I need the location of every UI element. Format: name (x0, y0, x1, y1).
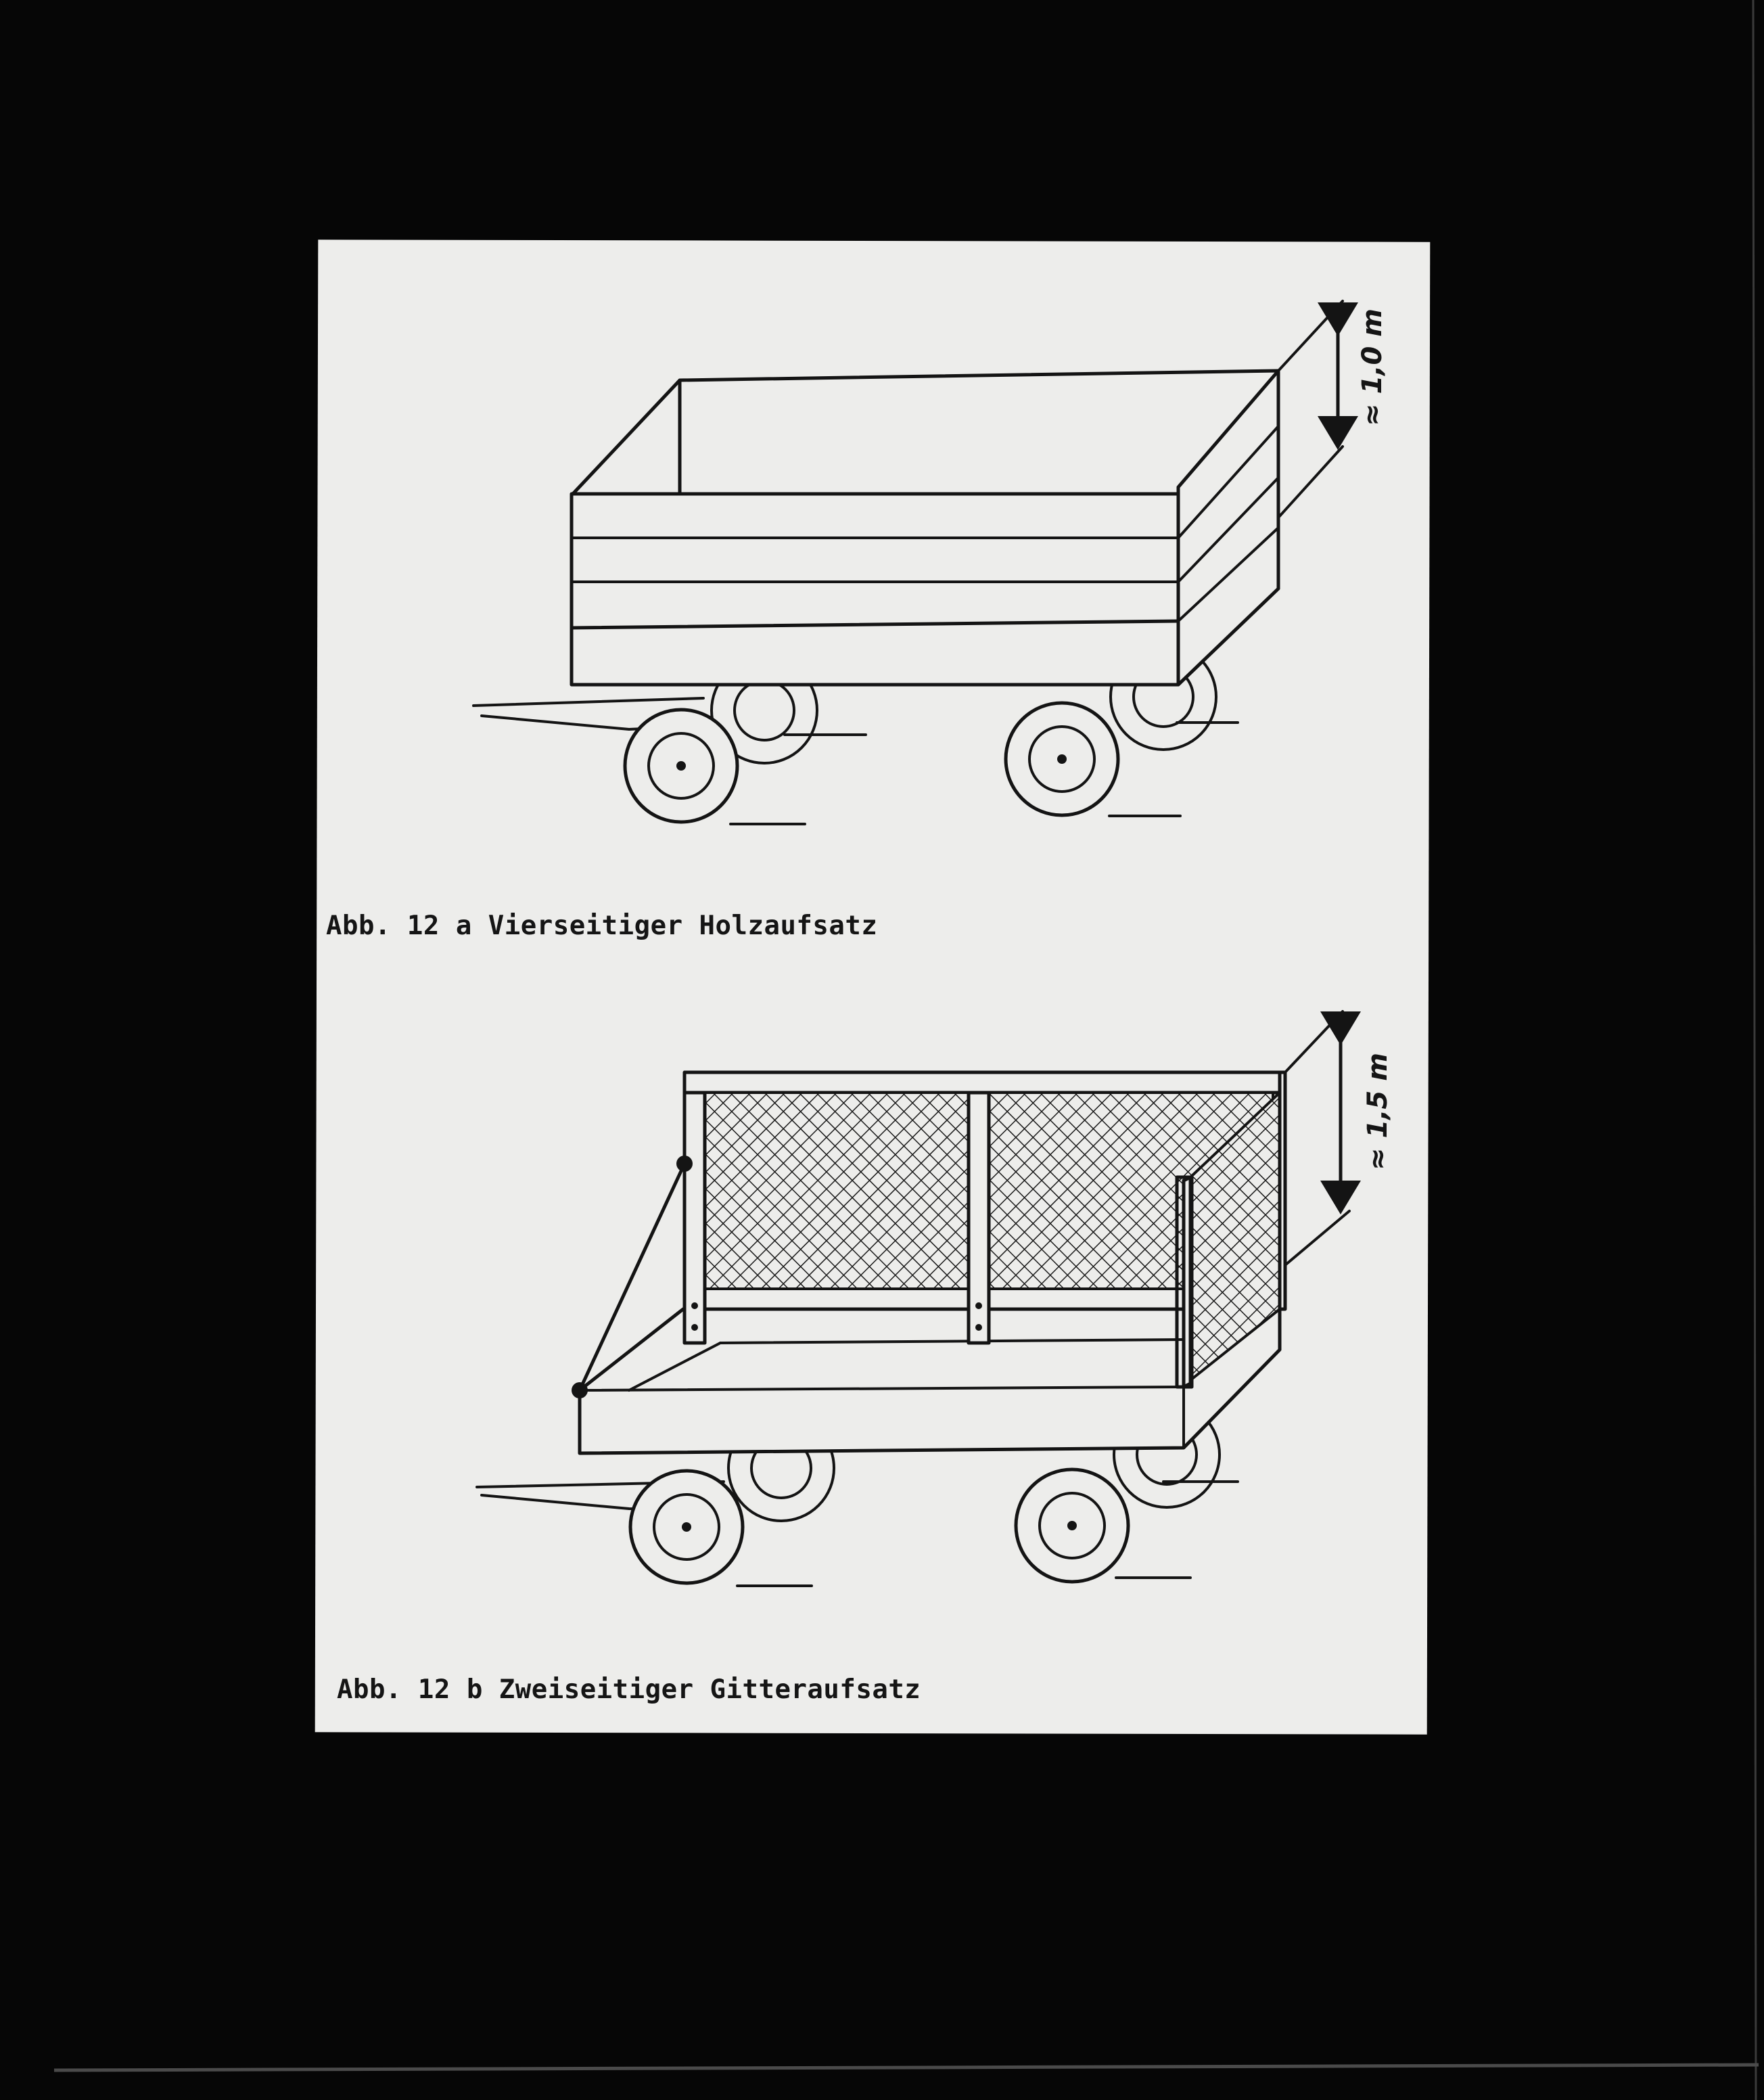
wagon-a-front-wheel-right (1006, 703, 1118, 815)
film-edge-bottom (54, 2065, 1759, 2070)
wagon-a-height-label: ≈ 1,0 m (1357, 309, 1388, 426)
wagon-b-height-label: ≈ 1,5 m (1362, 1053, 1393, 1170)
wagon-b (477, 1011, 1393, 1586)
wagon-b-front-wheel-left (630, 1471, 743, 1583)
wagon-b-front-wheel-right (1016, 1469, 1128, 1582)
wagon-a-height-dimension (1278, 301, 1388, 518)
wagon-a (473, 301, 1388, 824)
figure-a-caption: Abb. 12 a Vierseitiger Holzaufsatz (326, 911, 878, 941)
figure-b-caption: Abb. 12 b Zweiseitiger Gitteraufsatz (337, 1674, 921, 1705)
wagon-a-front-wheel-left (625, 710, 737, 822)
film-edge (1753, 0, 1756, 2100)
wagon-b-height-dimension (1285, 1011, 1393, 1265)
